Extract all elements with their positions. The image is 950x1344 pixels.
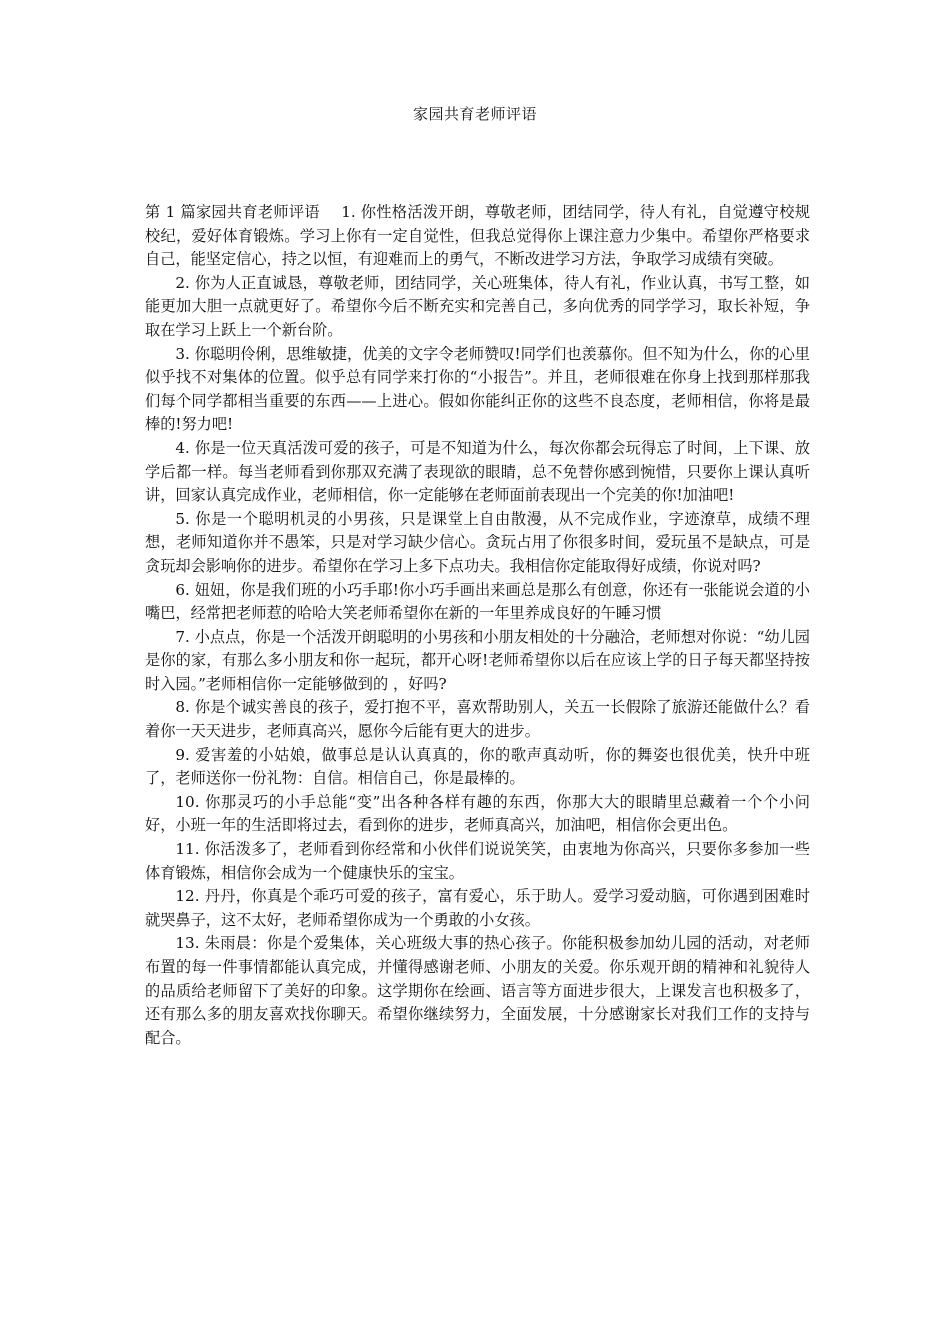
paragraph-5: 5. 你是一个聪明机灵的小男孩，只是课堂上自由散漫，从不完成作业，字迹潦草，成绩不理想，老师知道你并不愚笨，只是对学习缺少信心。贪玩占用了你很多时间，爱玩虽不是缺点，可是贪玩却会影响你的进步。希望你在学习上多下点功夫。我相信你定能取得好成绩，你说对吗? — [145, 509, 810, 575]
section-heading: 第 1 篇家园共育老师评语 — [145, 203, 320, 221]
paragraph-4: 4. 你是一位天真活泼可爱的孩子，可是不知道为什么，每次你都会玩得忘了时间，上下课、放学后都一样。每当老师看到你那双充满了表现欲的眼睛，总不免替你感到惋惜，只要你上课认真听讲，回家认真完成作业，老师相信，你一定能够在老师面前表现出一个完美的你!加油吧! — [145, 438, 810, 505]
paragraph-13: 13. 朱雨晨：你是个爱集体，关心班级大事的热心孩子。你能积极参加幼儿园的活动，对老师布置的每一件事情都能认真完成，并懂得感谢老师、小朋友的关爱。你乐观开朗的精神和礼貌待人的品质给老师留下了美好的印象。这学期你在绘画、语言等方面进步很大，上课发言也积极多了，还有那么多的朋友喜欢找你聊天。希望你继续努力，全面发展，十分感谢家长对我们工作的支持与配合。 — [145, 934, 810, 1047]
document-title: 家园共育老师评语 — [412, 105, 537, 123]
paragraph-11: 11. 你活泼多了，老师看到你经常和小伙伴们说说笑笑，由衷地为你高兴，只要你多参加一些体育锻炼，相信你会成为一个健康快乐的宝宝。 — [145, 840, 810, 882]
paragraph-12: 12. 丹丹，你真是个乖巧可爱的孩子，富有爱心，乐于助人。爱学习爱动脑，可你遇到困难时就哭鼻子，这不太好，老师希望你成为一个勇敢的小女孩。 — [145, 887, 810, 929]
paragraph-6: 6. 妞妞，你是我们班的小巧手耶!你小巧手画出来画总是那么有创意，你还有一张能说会道的小嘴巴，经常把老师惹的哈哈大笑老师希望你在新的一年里养成良好的午睡习惯 — [145, 580, 810, 623]
paragraph-3: 3. 你聪明伶俐，思维敏捷，优美的文字令老师赞叹!同学们也羡慕你。但不知为什么，你的心里似乎找不对集体的位置。似乎总有同学来打你的“小报告”。并且，老师很难在你身上找到那样那我们每个同学都相当重要的东西——上进心。假如你能纠正你的这些不良态度，老师相信，你将是最棒的!努力吧! — [145, 344, 810, 434]
document-body — [145, 201, 810, 1050]
paragraph-1 — [145, 201, 810, 272]
paragraph-8: 8. 你是个诚实善良的孩子，爱打抱不平，喜欢帮助别人，关五一长假除了旅游还能做什么？看着你一天天进步，老师真高兴，愿你今后能有更大的进步。 — [145, 698, 810, 741]
paragraph-10: 10. 你那灵巧的小手总能“变”出各种各样有趣的东西，你那大大的眼睛里总藏着一个个小问好，小班一年的生活即将过去，看到你的进步，老师真高兴，加油吧，相信你会更出色。 — [145, 792, 810, 835]
paragraph-text: 1. 你性格活泼开朗，尊敬老师，团结同学，待人有礼，自觉遵守校规校纪，爱好体育锻炼。学习上你有一定自觉性，但我总觉得你上课注意力少集中。希望你严格要求自己，能坚定信心，持之以恒，有迎难而上的勇气，不断改进学习方法，争取学习成绩有突破。 — [145, 203, 810, 269]
paragraph-2: 2. 你为人正直诚恳，尊敬老师，团结同学，关心班集体，待人有礼，作业认真，书写工整，如能更加大胆一点就更好了。希望你今后不断充实和完善自己，多向优秀的同学学习，取长补短，争取在学习上跃上一个新台阶。 — [145, 273, 810, 339]
paragraph-9: 9. 爱害羞的小姑娘，做事总是认认真真的，你的歌声真动听，你的舞姿也很优美，快升中班了，老师送你一份礼物：自信。相信自己，你是最棒的。 — [145, 745, 810, 788]
paragraph-7: 7. 小点点，你是一个活泼开朗聪明的小男孩和小朋友相处的十分融洽，老师想对你说：“幼儿园是你的家，有那么多小朋友和你一起玩，都开心呀!老师希望你以后在应该上学的日子每天都坚持按时入园。”老师相信你一定能够做到的 ，好吗? — [145, 627, 810, 693]
